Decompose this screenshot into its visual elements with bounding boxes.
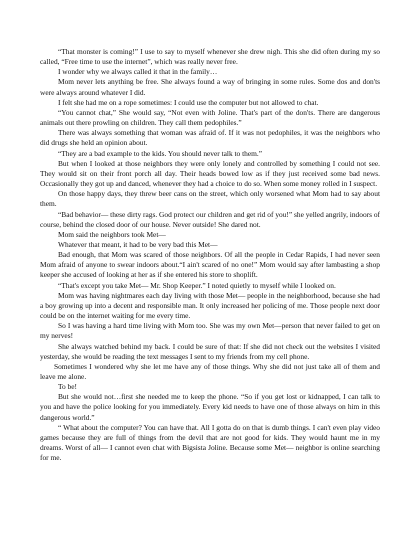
- paragraph: “ What about the computer? You can have that. All I gotta do on that is dumb things. I can't even play video games because they are full of things from the devil that are not good for kids. They would haunt me in my dreams. Worst of all— I cannot even chat with Bigsista Joline. Because some Met— neighbor is online searching for me.: [40, 422, 380, 463]
- paragraph: “You cannot chat,” She would say, “Not even with Joline. That's part of the don'ts. There are dangerous animals out there prowling on children. They call them pedophiles.”: [40, 107, 380, 128]
- paragraph: There was always something that woman was afraid of. If it was not pedophiles, it was the neighbors who did drugs she held an opinion about.: [40, 128, 380, 148]
- paragraph: She always watched behind my back. I could be sure of that: If she did not check out the websites I visited yesterday, she would be reading the text messages I sent to my friends from my cell phone.: [40, 341, 380, 361]
- paragraph: So I was having a hard time living with Mom too. She was my own Met—person that never failed to get on my nerves!: [40, 321, 380, 341]
- paragraph: “That's except you take Met— Mr. Shop Keeper.” I noted quietly to myself while I looked on.: [58, 280, 336, 290]
- paragraph: Mom never lets anything be free. She always found a way of bringing in some rules. Some dos and don'ts were always around whatever I did.: [40, 77, 380, 97]
- paragraph: On those happy days, they threw beer cans on the street, which only worsened what Mom had to say about them.: [40, 189, 380, 209]
- paragraph: But she would not…first she needed me to keep the phone. “So if you get lost or kidnapped, I can talk to you and have the police looking for you immediately. Every kid needs to have one of those always on him in this dangerous world.”: [40, 392, 380, 422]
- paragraph: “Bad behavior— these dirty rags. God protect our children and get rid of you!” she yelled angrily, indoors of course, behind the closed door of our house. Never outside! She dared not.: [40, 209, 380, 229]
- paragraph: Sometimes I wondered why she let me have any of those things. Why she did not just take all of them and leave me alone.: [40, 361, 380, 381]
- body-text: [40, 47, 380, 463]
- paragraph: “They are a bad example to the kids. You should never talk to them.”: [58, 148, 263, 158]
- paragraph: Mom said the neighbors took Met—: [58, 229, 166, 239]
- paragraph: Bad enough, that Mom was scared of those neighbors. Of all the people in Cedar Rapids, I had never seen Mom afraid of anyone to swear indoors about.“I ain't scared of no one!” Mom would say after lambasting a shop keeper she accused of looking at her as if she entered his store to shoplift.: [40, 250, 380, 280]
- paragraph: I felt she had me on a rope sometimes: I could use the computer but not allowed to chat.: [58, 97, 319, 107]
- paragraph: “That monster is coming!” I use to say to myself whenever she drew nigh. This she did often during my so called, “Free time to use the internet”, which was really never free.: [40, 47, 380, 67]
- paragraph: But when I looked at those neighbors they were only lonely and controlled by something I could not see. They would sit on their front porch all day. Their heads bowed low as if they just received some bad news. Occasionally they got up and danced, whenever they had a choice to do so. When some money rolled in I suspect.: [40, 158, 380, 189]
- paragraph: I wonder why we always called it that in the family…: [58, 67, 218, 77]
- paragraph: To be!: [58, 382, 77, 392]
- paragraph: Mom was having nightmares each day living with those Met— people in the neighborhood, because she had a boy growing up into a decent and responsible man. It only increased her policing of me. Those people next door could be on the internet waiting for me every time.: [40, 290, 380, 321]
- paragraph: Whatever that meant, it had to be very bad this Met—: [58, 239, 218, 249]
